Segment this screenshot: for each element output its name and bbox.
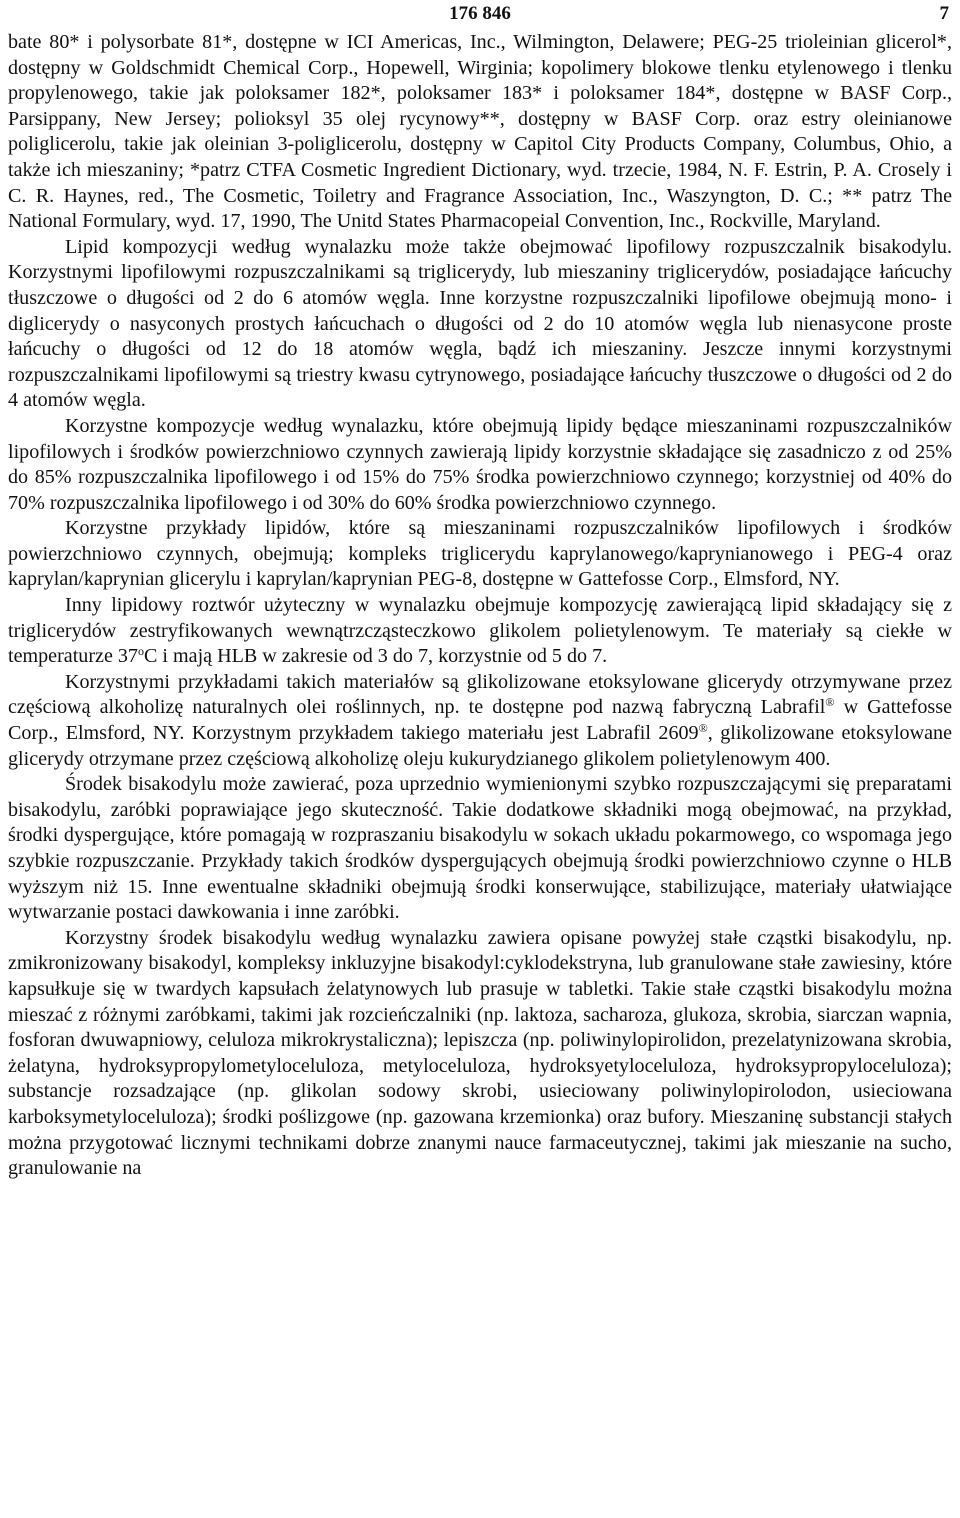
paragraph: Środek bisakodylu może zawierać, poza uprzednio wymienionymi szybko rozpuszczającymi się preparatami bisakodylu, zaróbki poprawiające jego skuteczność. Takie dodatkowe składniki mogą obejmować, na przykład, środki dyspergujące, które pomagają w rozpraszaniu bisakodylu w sokach układu pokarmowego, co wspomaga jego szybkie rozpuszczanie. Przykłady takich środków dyspergujących obejmują środki powierzchniowo czynne o HLB wyższym niż 15. Inne ewentualne składniki obejmują środki konserwujące, stabilizujące, materiały ułatwiające wytwarzanie postaci dawkowania i inne zaróbki. [8,773,952,924]
paragraph: Korzystny środek bisakodylu według wynalazku zawiera opisane powyżej stałe cząstki bisakodylu, np. zmikronizowany bisakodyl, kompleksy inkluzyjne bisakodyl:cyklodekstryna, lub granulowane stałe zawiesiny, które kapsułkuje się w twardych kapsułach żelatynowych lub prasuje w tabletki. Takie stałe cząstki bisakodylu można mieszać z różnymi zaróbkami, takimi jak rozcieńczalniki (np. laktoza, sacharoza, glukoza, skrobia, siarczan wapnia, fosforan dwuwapniowy, celuloza mikrokrystaliczna); lepiszcza (np. poliwinylopirolidon, prezelatynizowana skrobia, żelatyna, hydroksypropylometyloceluloza, metyloceluloza, hydroksyetyloceluloza, hydroksypropyloceluloza); substancje rozsadzające (np. glikolan sodowy skrobi, usieciowany poliwinylopirolodon, usieciowana karboksymetyloceluloza); środki poślizgowe (np. gazowana krzemionka) oraz bufory. Mieszaninę substancji stałych można przygotować licznymi technikami dobrze znanymi nauce farmaceutycznej, takimi jak mieszanie na sucho, granulowanie na [8,926,952,1180]
registered-mark: ® [698,721,708,736]
paragraph [8,670,952,772]
paragraph-text: Korzystnymi przykładami takich materiałów są glikolizowane etoksylowane glicerydy otrzymywane przez częściową alkoholizę naturalnych olei roślinnych, np. te dostępne pod nazwą fabryczną Labrafil [8,670,952,719]
document-page [8,0,952,1518]
paragraph: bate 80* i polysorbate 81*, dostępne w ICI Americas, Inc., Wilmington, Delawere; PEG-25 trioleinian glicerol*, dostępny w Goldschmidt Chemical Corp., Hopewell, Wirginia; kopolimery blokowe tlenku etylenowego i tlenku propylenowego, takie jak poloksamer 182*, poloksamer 183* i poloksamer 184*, dostępne w BASF Corp., Parsippany, New Jersey; polioksyl 35 olej rycynowy**, dostępny w BASF Corp. oraz estry oleinianowe poliglicerolu, takie jak oleinian 3-poliglicerolu, dostępny w Capitol City Products Company, Columbus, Ohio, a także ich mieszaniny; *patrz CTFA Cosmetic Ingredient Dictionary, wyd. trzecie, 1984, N. F. Estrin, P. A. Crosely i C. R. Haynes, red., The Cosmetic, Toiletry and Fragrance Association, Inc., Waszyngton, D. C.; ** patrz The National Formulary, wyd. 17, 1990, The Unitd States Pharmacopeial Convention, Inc., Rockville, Maryland. [8,31,952,233]
paragraph-text: Inny lipidowy roztwór użyteczny w wynalazku obejmuje kompozycję zawierającą lipid składający się z triglicerydów zestryfikowanych wewnątrzcząsteczkowo glikolem polietylenowym. Te materiały są ciekłe w temperaturze 37 [8,594,952,668]
paragraph-text: C i mają HLB w zakresie od 3 do 7, korzystnie od 5 do 7. [143,645,608,668]
paragraph-text: , glikolizowane etoksylowane glicerydy otrzymane przez częściową alkoholizę oleju kukurydzianego glikolem polietylenowym 400. [8,722,952,770]
document-body [8,30,952,1182]
paragraph: Lipid kompozycji według wynalazku może także obejmować lipofilowy rozpuszczalnik bisakodylu. Korzystnymi lipofilowymi rozpuszczalnikami są triglicerydy, lub mieszaniny triglicerydów, posiadające łańcuchy tłuszczowe o długości od 2 do 6 atomów węgla. Inne korzystne rozpuszczalniki lipofilowe obejmują mono- i diglicerydy o nasyconych prostych łańcuchach o długości od 2 do 10 atomów węgla lub nienasycone proste łańcuchy o długości od 12 do 18 atomów węgla, bądź ich mieszaniny. Jeszcze innymi korzystnymi rozpuszczalnikami lipofilowymi są triestry kwasu cytrynowego, posiadające łańcuchy tłuszczowe o długości od 2 do 4 atomów węgla. [8,235,952,412]
paragraph: Korzystne kompozycje według wynalazku, które obejmują lipidy będące mieszaninami rozpuszczalników lipofilowych i środków powierzchniowo czynnych zawierają lipidy korzystnie składające się zasadniczo z od 25% do 85% rozpuszczalnika lipofilowego i od 15% do 75% środka powierzchniowo czynnego; korzystniej od 40% do 70% rozpuszczalnika lipofilowego i od 30% do 60% środka powierzchniowo czynnego. [8,414,952,514]
registered-mark: ® [825,695,835,710]
paragraph: Korzystne przykłady lipidów, które są mieszaninami rozpuszczalników lipofilowych i środków powierzchniowo czynnych, obejmują; kompleks triglicerydu kaprylanowego/kaprynianowego i PEG-4 oraz kaprylan/kaprynian glicerylu i kaprylan/kaprynian PEG-8, dostępne w Gattefosse Corp., Elmsford, NY. [8,517,952,591]
page-number: 7 [939,3,949,24]
patent-number: 176 846 [449,3,511,24]
page-header [8,0,952,28]
paragraph-text: w Gattefosse Corp., Elmsford, NY. Korzystnym przykładem takiego materiału jest Labrafil 2609 [8,696,952,745]
degree-superscript: o [137,644,144,659]
paragraph [8,593,952,670]
